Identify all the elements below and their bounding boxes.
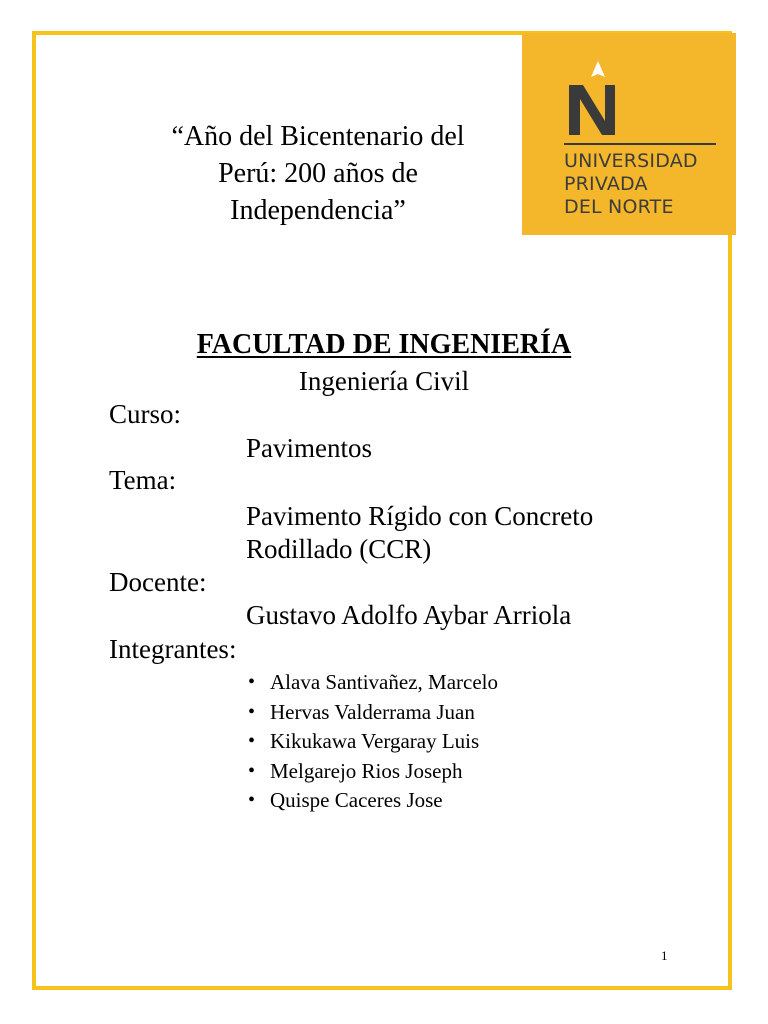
list-item: • Hervas Valderrama Juan: [248, 698, 498, 728]
page-number: 1: [661, 948, 668, 963]
motto-line1: “Año del Bicentenario del: [171, 121, 465, 152]
list-item: • Alava Santivañez, Marcelo: [248, 668, 498, 698]
members-list: [248, 668, 498, 816]
logo-text-line3: DEL NORTE: [564, 196, 674, 218]
upn-n-logo-icon: [564, 61, 624, 139]
motto: [108, 118, 528, 229]
teacher-label: Docente:: [109, 567, 207, 597]
motto-line2: Perú: 200 años de: [218, 158, 418, 189]
topic-value-line2: Rodillado (CCR): [246, 534, 432, 564]
university-logo: [522, 33, 736, 235]
topic-value-line1: Pavimento Rígido con Concreto: [246, 501, 594, 531]
logo-text-line1: UNIVERSIDAD: [564, 150, 698, 172]
list-item: • Kikukawa Vergaray Luis: [248, 727, 498, 757]
logo-divider: [564, 143, 716, 145]
course-value: Pavimentos: [246, 433, 372, 463]
members-label: Integrantes:: [109, 634, 237, 664]
career-name: Ingeniería Civil: [298, 366, 470, 396]
logo-text-line2: PRIVADA: [564, 173, 648, 195]
teacher-value: Gustavo Adolfo Aybar Arriola: [246, 600, 572, 630]
faculty-title: FACULTAD DE INGENIERÍA: [196, 329, 572, 360]
motto-line3: Independencia”: [230, 195, 406, 226]
list-item: • Quispe Caceres Jose: [248, 786, 498, 816]
list-item: • Melgarejo Rios Joseph: [248, 757, 498, 787]
course-label: Curso:: [109, 399, 182, 429]
topic-label: Tema:: [109, 465, 177, 495]
